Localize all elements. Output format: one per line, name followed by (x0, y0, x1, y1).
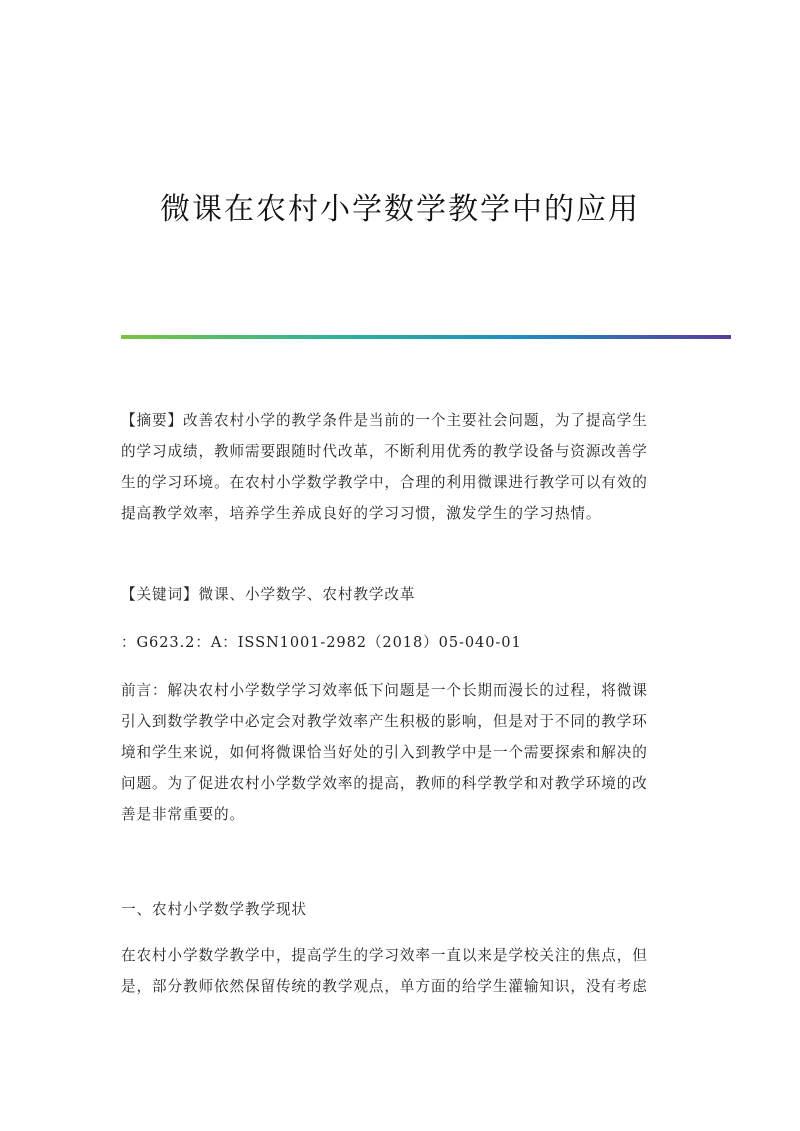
abstract-line: 【摘要】改善农村小学的教学条件是当前的一个主要社会问题，为了提高学生 (121, 412, 648, 429)
intro-line: 前言：解决农村小学数学学习效率低下问题是一个长期而漫长的过程，将微课 (121, 682, 648, 699)
keywords-line: 【关键词】微课、小学数学、农村教学改革 (121, 586, 416, 603)
intro-line: 引入到数学教学中必定会对教学效率产生积极的影响，但是对于不同的教学环 (121, 713, 648, 730)
abstract-line: 的学习成绩，教师需要跟随时代改革，不断利用优秀的教学设备与资源改善学 (121, 443, 648, 460)
keywords-paragraph (121, 579, 671, 610)
intro-paragraph (121, 675, 671, 830)
section-body-paragraph (121, 940, 671, 1002)
intro-line: 问题。为了促进农村小学数学效率的提高，教师的科学教学和对教学环境的改 (121, 775, 648, 792)
section-heading-text: 一、农村小学数学教学现状 (121, 901, 307, 918)
abstract-line: 生的学习环境。在农村小学数学教学中，合理的利用微课进行教学可以有效的 (121, 474, 648, 491)
abstract-paragraph (121, 405, 671, 529)
intro-line: 境和学生来说，如何将微课恰当好处的引入到教学中是一个需要探索和解决的 (121, 744, 648, 761)
classification-paragraph (121, 627, 671, 658)
classification-line: ：G623.2：A：ISSN1001-2982（2018）05-040-01 (121, 634, 522, 651)
section-body-line: 是，部分教师依然保留传统的教学观点，单方面的给学生灌输知识，没有考虑 (121, 978, 648, 995)
title-divider (121, 335, 731, 339)
section-heading (121, 894, 671, 925)
abstract-line: 提高教学效率，培养学生养成良好的学习习惯，激发学生的学习热情。 (121, 505, 602, 522)
section-body-line: 在农村小学数学教学中，提高学生的学习效率一直以来是学校关注的焦点，但 (121, 947, 648, 964)
intro-line: 善是非常重要的。 (121, 806, 245, 823)
document-title: 微课在农村小学数学教学中的应用 (160, 192, 640, 227)
